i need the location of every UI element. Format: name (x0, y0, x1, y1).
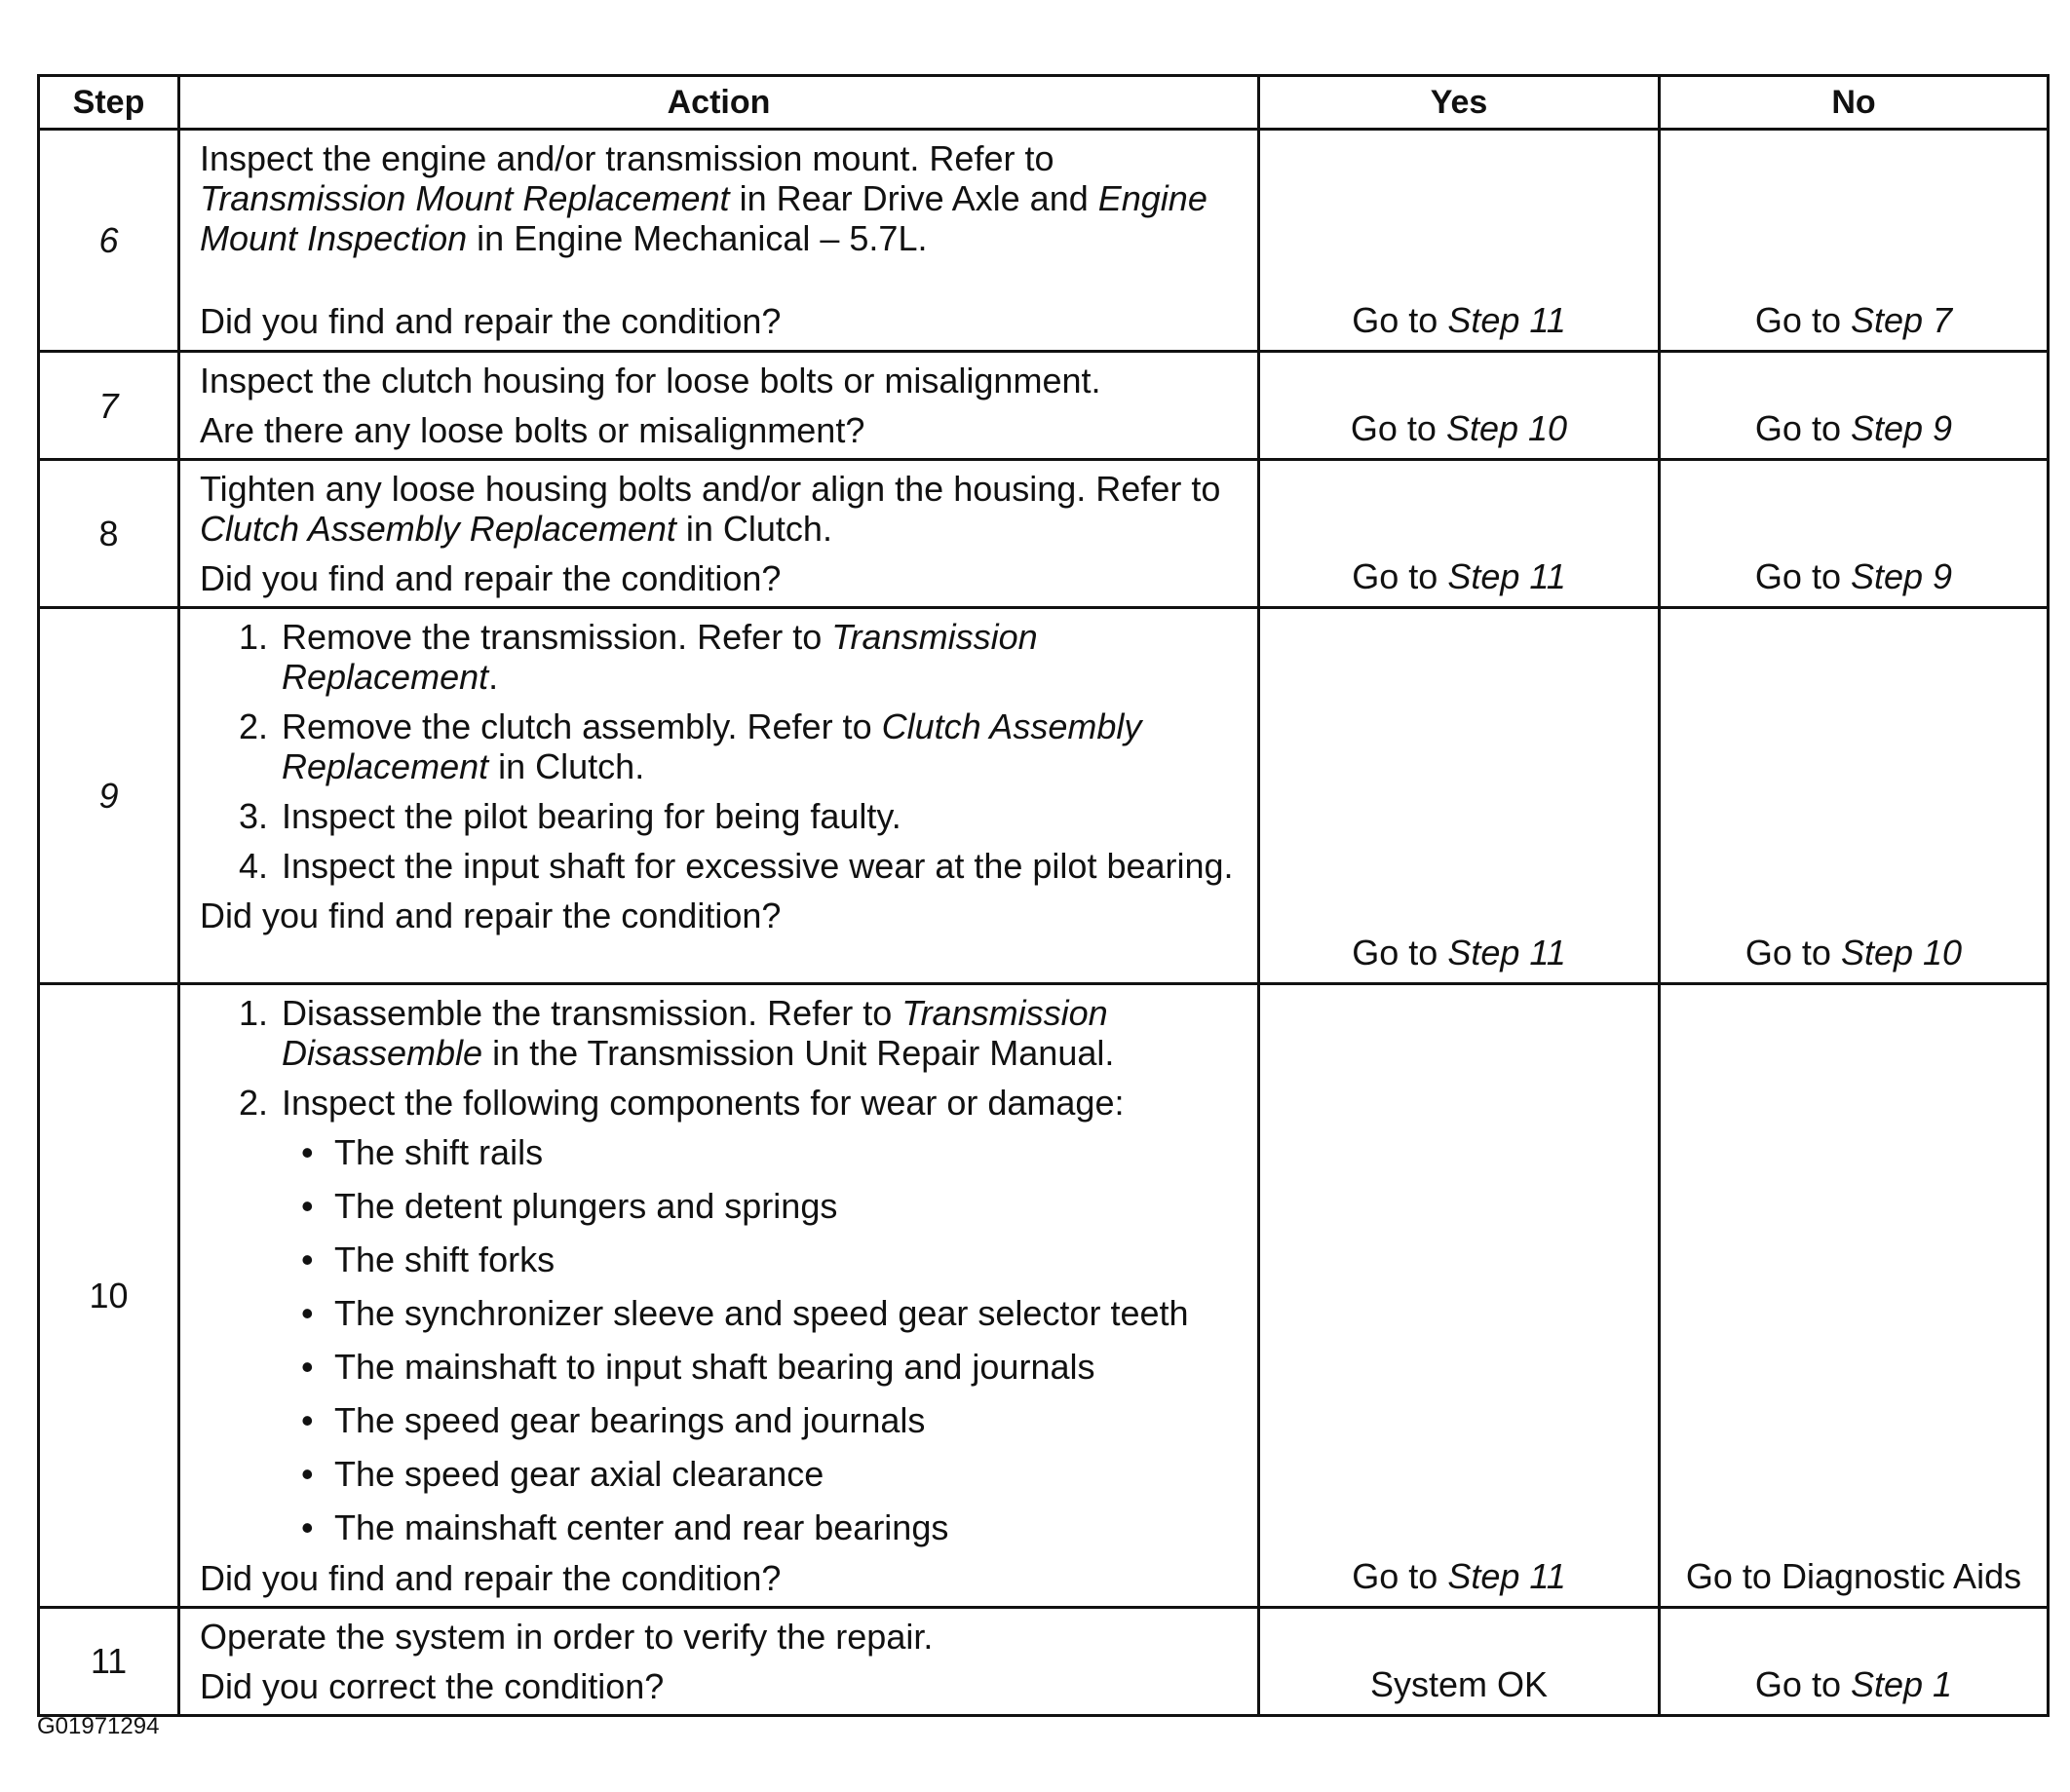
step-link[interactable]: Step 10 (1445, 408, 1568, 449)
reference: Clutch Assembly Replacement (282, 706, 1142, 787)
step-link[interactable]: Step 11 (1447, 556, 1566, 597)
reference: Clutch Assembly Replacement (200, 509, 676, 550)
step-link[interactable]: Step 11 (1447, 299, 1566, 340)
header-row (39, 76, 2049, 130)
list-item: • The speed gear axial clearance (330, 1454, 1247, 1494)
step-number: 11 (39, 1607, 179, 1715)
action-cell (179, 1607, 1259, 1715)
list-item: 1. Disassemble the transmission. Refer to Transmission Disassemble in the Transmission Unit Repair Manual. (278, 993, 1247, 1073)
step-link[interactable]: Step 1 (1850, 1663, 1953, 1704)
table-row (39, 352, 2049, 460)
action-cell (179, 608, 1259, 984)
action-question: Did you find and repair the condition? (200, 896, 782, 936)
action-steps-list (200, 993, 1247, 1547)
diagnostic-table (37, 74, 2050, 1717)
list-item: • The speed gear bearings and journals (330, 1400, 1247, 1440)
table-row (39, 984, 2049, 1607)
action-question: Did you find and repair the condition? (200, 1557, 782, 1598)
list-item: 2. Inspect the following components for wear or damage: • The shift rails • The detent plungers and springs • The shift forks • The synchronizer sleeve and speed gear selector teeth • The mainshaft to input shaft bearing and journals • The speed gear bearings and journals • The speed gear axial clearance • The mainshaft center and rear bearings (278, 1083, 1247, 1547)
yes-result: Go to Step 11 (1259, 608, 1660, 984)
yes-result: Go to Step 11 (1259, 460, 1660, 608)
action-text: Tighten any loose housing bolts and/or align the housing. Refer to Clutch Assembly Replacement in Clutch. (200, 469, 1221, 550)
list-item: • The mainshaft center and rear bearings (330, 1507, 1247, 1547)
table-row (39, 460, 2049, 608)
action-cell (179, 352, 1259, 460)
table-row (39, 608, 2049, 984)
step-link[interactable]: Step 9 (1850, 556, 1953, 597)
step-link[interactable]: Step 11 (1447, 1555, 1566, 1596)
step-number: 7 (39, 352, 179, 460)
no-result: Go to Step 9 (1660, 460, 2049, 608)
action-cell (179, 130, 1259, 352)
header-step: Step (39, 76, 179, 130)
table-row (39, 1607, 2049, 1715)
step-number: 6 (39, 130, 179, 352)
header-action: Action (179, 76, 1259, 130)
action-text: Operate the system in order to verify the repair. (200, 1616, 934, 1657)
step-link[interactable]: Step 9 (1850, 408, 1953, 449)
figure-id: G01971294 (37, 1713, 160, 1739)
reference: Transmission Replacement (282, 617, 1038, 698)
list-item: 3. Inspect the pilot bearing for being faulty. (278, 796, 1247, 836)
header-no: No (1660, 76, 2049, 130)
list-item: 1. Remove the transmission. Refer to Transmission Replacement. (278, 617, 1247, 697)
no-result: Go to Step 9 (1660, 352, 2049, 460)
action-question: Did you find and repair the condition? (200, 301, 782, 342)
step-link[interactable]: Step 7 (1850, 299, 1953, 340)
action-text: Inspect the clutch housing for loose bolts or misalignment. (200, 361, 1101, 400)
list-item: • The shift forks (330, 1239, 1247, 1279)
step-number: 9 (39, 608, 179, 984)
yes-result: System OK (1259, 1607, 1660, 1715)
no-result: Go to Step 7 (1660, 130, 2049, 352)
step-link[interactable]: Step 10 (1840, 933, 1963, 973)
step-number: 10 (39, 984, 179, 1607)
step-number: 8 (39, 460, 179, 608)
components-list (282, 1132, 1247, 1547)
action-cell (179, 984, 1259, 1607)
list-item: 2. Remove the clutch assembly. Refer to Clutch Assembly Replacement in Clutch. (278, 706, 1247, 786)
no-result[interactable]: Go to Diagnostic Aids (1660, 984, 2049, 1607)
action-cell (179, 460, 1259, 608)
yes-result: Go to Step 10 (1259, 352, 1660, 460)
reference: Transmission Disassemble (282, 993, 1108, 1074)
list-item: • The shift rails (330, 1132, 1247, 1172)
action-question: Are there any loose bolts or misalignment? (200, 410, 865, 451)
no-result: Go to Step 1 (1660, 1607, 2049, 1715)
yes-result: Go to Step 11 (1259, 984, 1660, 1607)
list-item: • The synchronizer sleeve and speed gear selector teeth (330, 1293, 1247, 1333)
action-steps-list (200, 617, 1247, 886)
list-item: 4. Inspect the input shaft for excessive wear at the pilot bearing. (278, 846, 1247, 886)
no-result: Go to Step 10 (1660, 608, 2049, 984)
action-question: Did you find and repair the condition? (200, 558, 782, 599)
header-yes: Yes (1259, 76, 1660, 130)
step-link[interactable]: Step 11 (1447, 933, 1566, 973)
table-row (39, 130, 2049, 352)
reference: Transmission Mount Replacement (200, 178, 730, 219)
action-text: Inspect the engine and/or transmission mount. Refer to Transmission Mount Replacement in Rear Drive Axle and Engine Mount Inspection in Engine Mechanical – 5.7L. (200, 138, 1208, 259)
list-item: • The mainshaft to input shaft bearing and journals (330, 1347, 1247, 1387)
action-question: Did you correct the condition? (200, 1665, 665, 1706)
yes-result: Go to Step 11 (1259, 130, 1660, 352)
reference: Engine Mount Inspection (200, 178, 1208, 259)
list-item: • The detent plungers and springs (330, 1186, 1247, 1226)
